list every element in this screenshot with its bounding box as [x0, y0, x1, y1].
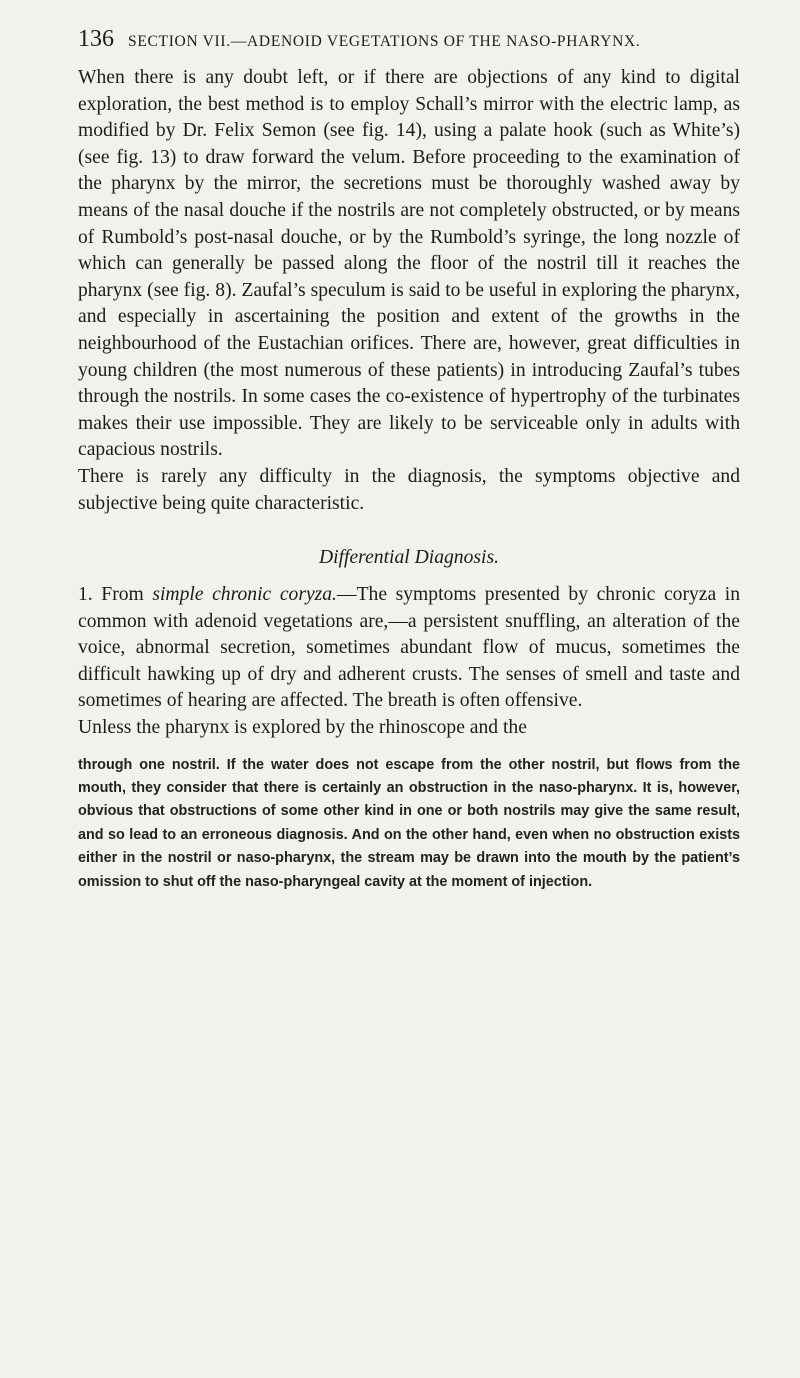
- paragraph-diagnosis: There is rarely any difficulty in the diagnosis, the symptoms objective and subjective being quite characteristic.: [78, 465, 740, 514]
- item-number: 1.: [78, 584, 93, 606]
- book-page: [78, 26, 740, 894]
- paragraph-unless: Unless the pharynx is explored by the rhinoscope and the: [78, 717, 527, 739]
- running-head: [78, 26, 740, 53]
- paragraph-mirror-exploration: When there is any doubt left, or if there are objections of any kind to digital exploration, the best method is to employ Schall’s mirror with the electric lamp, as modified by Dr. Felix Semon (see fig. 14), using a palate hook (such as White’s) (see fig. 13) to draw forward the velum. Before proceeding to the examination of the pharynx by the mirror, the secretions must be thoroughly washed away by means of the nasal douche if the nostrils are not completely obstructed, or by means of Rumbold’s post-nasal douche, or by the Rumbold’s syringe, the long nozzle of which can generally be passed along the floor of the nostril till it reaches the pharynx (see fig. 8). Zaufal’s speculum is said to be useful in exploring the pharynx, and especially in ascertaining the position and extent of the growths in the neighbourhood of the Eustachian orifices. There are, however, great difficulties in young children (the most numerous of these patients) in introducing Zaufal’s tubes through the nostrils. In some cases the co-existence of hypertrophy of the turbinates makes their use impossible. They are likely to be serviceable only in adults with capacious nostrils.: [78, 67, 740, 461]
- footnote: through one nostril. If the water does not escape from the other nostril, but flows from the mouth, they consider that there is certainly an obstruction in the naso-pharynx. It is, however, obvious that obstructions of some other kind in one or both nostrils may give the same result, and so lead to an erroneous diagnosis. And on the other hand, even when no obstruction exists either in the nostril or naso-pharynx, the stream may be drawn into the mouth by the patient’s omission to shut off the naso-pharyngeal cavity at the moment of injection.: [78, 756, 740, 890]
- page-number: 136: [78, 26, 114, 52]
- section-title: SECTION VII.—ADENOID VEGETATIONS OF THE NASO-PHARYNX.: [128, 33, 641, 50]
- item-from: From: [101, 584, 144, 606]
- paragraph-simple-chronic-coryza: [78, 582, 740, 715]
- item-description: —The symptoms presented by chronic coryza in common with adenoid vegetations are,—a persistent snuffling, an alteration of the voice, abnormal secretion, sometimes abundant flow of mucus, sometimes the difficult hawking up of dry and adherent crusts. The senses of smell and taste and sometimes of hearing are affected. The breath is often offensive.: [78, 584, 740, 712]
- item-term: simple chronic coryza.: [152, 584, 337, 606]
- subheading-differential-diagnosis: Differential Diagnosis.: [319, 547, 499, 569]
